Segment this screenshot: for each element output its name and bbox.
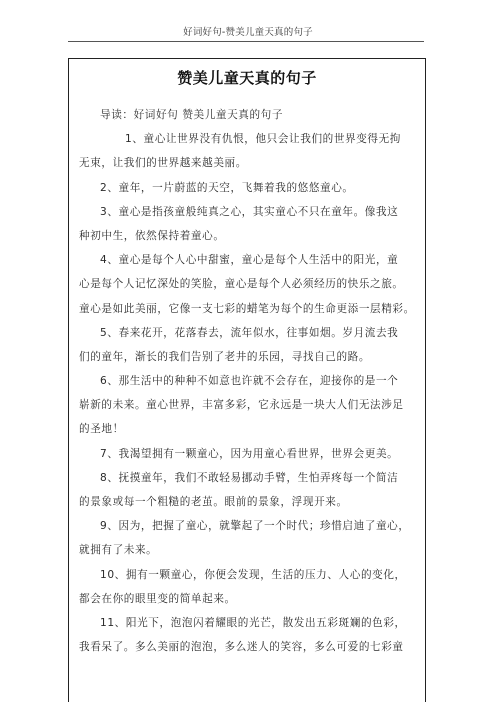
text-line: 11、阳光下，泡泡闪着耀眼的光芒，散发出五彩斑斓的色彩，: [100, 616, 406, 629]
text-line: 崭新的未来。童心世界，丰富多彩，它永远是一块大人们无法涉足: [79, 399, 404, 412]
text-line: 们的童年，渐长的我们告别了老井的乐园，寻找自己的路。: [79, 350, 371, 363]
text-line: 3、童心是指孩童般纯真之心，其实童心不只在童年。像我这: [100, 205, 399, 218]
text-line: 9、因为，把握了童心，就擎起了一个时代；珍惜启迪了童心，: [100, 520, 410, 533]
running-header: 好词好句-赞美儿童天真的句子: [183, 27, 313, 38]
text-line: 导读：好词好句 赞美儿童天真的句子: [100, 109, 284, 121]
text-line: 童心是如此美丽，它像一支七彩的蜡笔为每个的生命更添一层精彩。: [79, 302, 415, 315]
text-line: 的景象或每一个粗糙的老茧。眼前的景象，浮现开来。: [79, 496, 348, 508]
page-title: 赞美儿童天真的句子: [177, 69, 317, 87]
text-line: 5、春来花开，花落春去，流年似水，往事如烟。岁月流去我: [100, 326, 399, 339]
page-frame: [68, 58, 426, 702]
text-line: 6、那生活中的种种不如意也许就不会存在，迎接你的是一个: [100, 375, 399, 388]
text-line: 10、拥有一颗童心，你便会发现，生活的压力、人心的变化，: [100, 568, 406, 581]
text-line: 心是每个人记忆深处的笑脸，童心是每个人必须经历的快乐之旅。: [79, 278, 404, 291]
text-line: 8、抚摸童年，我们不敢轻易挪动手臂，生怕弄疼每一个简洁: [100, 471, 399, 484]
text-line: 2、童年，一片蔚蓝的天空，飞舞着我的悠悠童心。: [100, 181, 354, 194]
text-line: 无束，让我们的世界越来越美丽。: [79, 157, 247, 170]
text-line: 1、童心让世界没有仇恨，他只会让我们的世界变得无拘: [125, 133, 401, 146]
text-line: 我看呆了。多么美丽的泡泡，多么迷人的笑容，多么可爱的七彩童: [79, 641, 404, 654]
text-line: 就拥有了未来。: [79, 544, 158, 557]
text-line: 7、我渴望拥有一颗童心，因为用童心看世界，世界会更美。: [100, 447, 399, 460]
text-line: 的圣地！: [79, 423, 124, 436]
text-line: 种初中生，依然保持着童心。: [79, 229, 225, 242]
text-line: 4、童心是每个人心中甜蜜，童心是每个人生活中的阳光，童: [100, 254, 399, 267]
body-text: [79, 103, 419, 659]
text-line: 都会在你的眼里变的简单起来。: [79, 592, 236, 605]
header-rule: [68, 41, 424, 42]
